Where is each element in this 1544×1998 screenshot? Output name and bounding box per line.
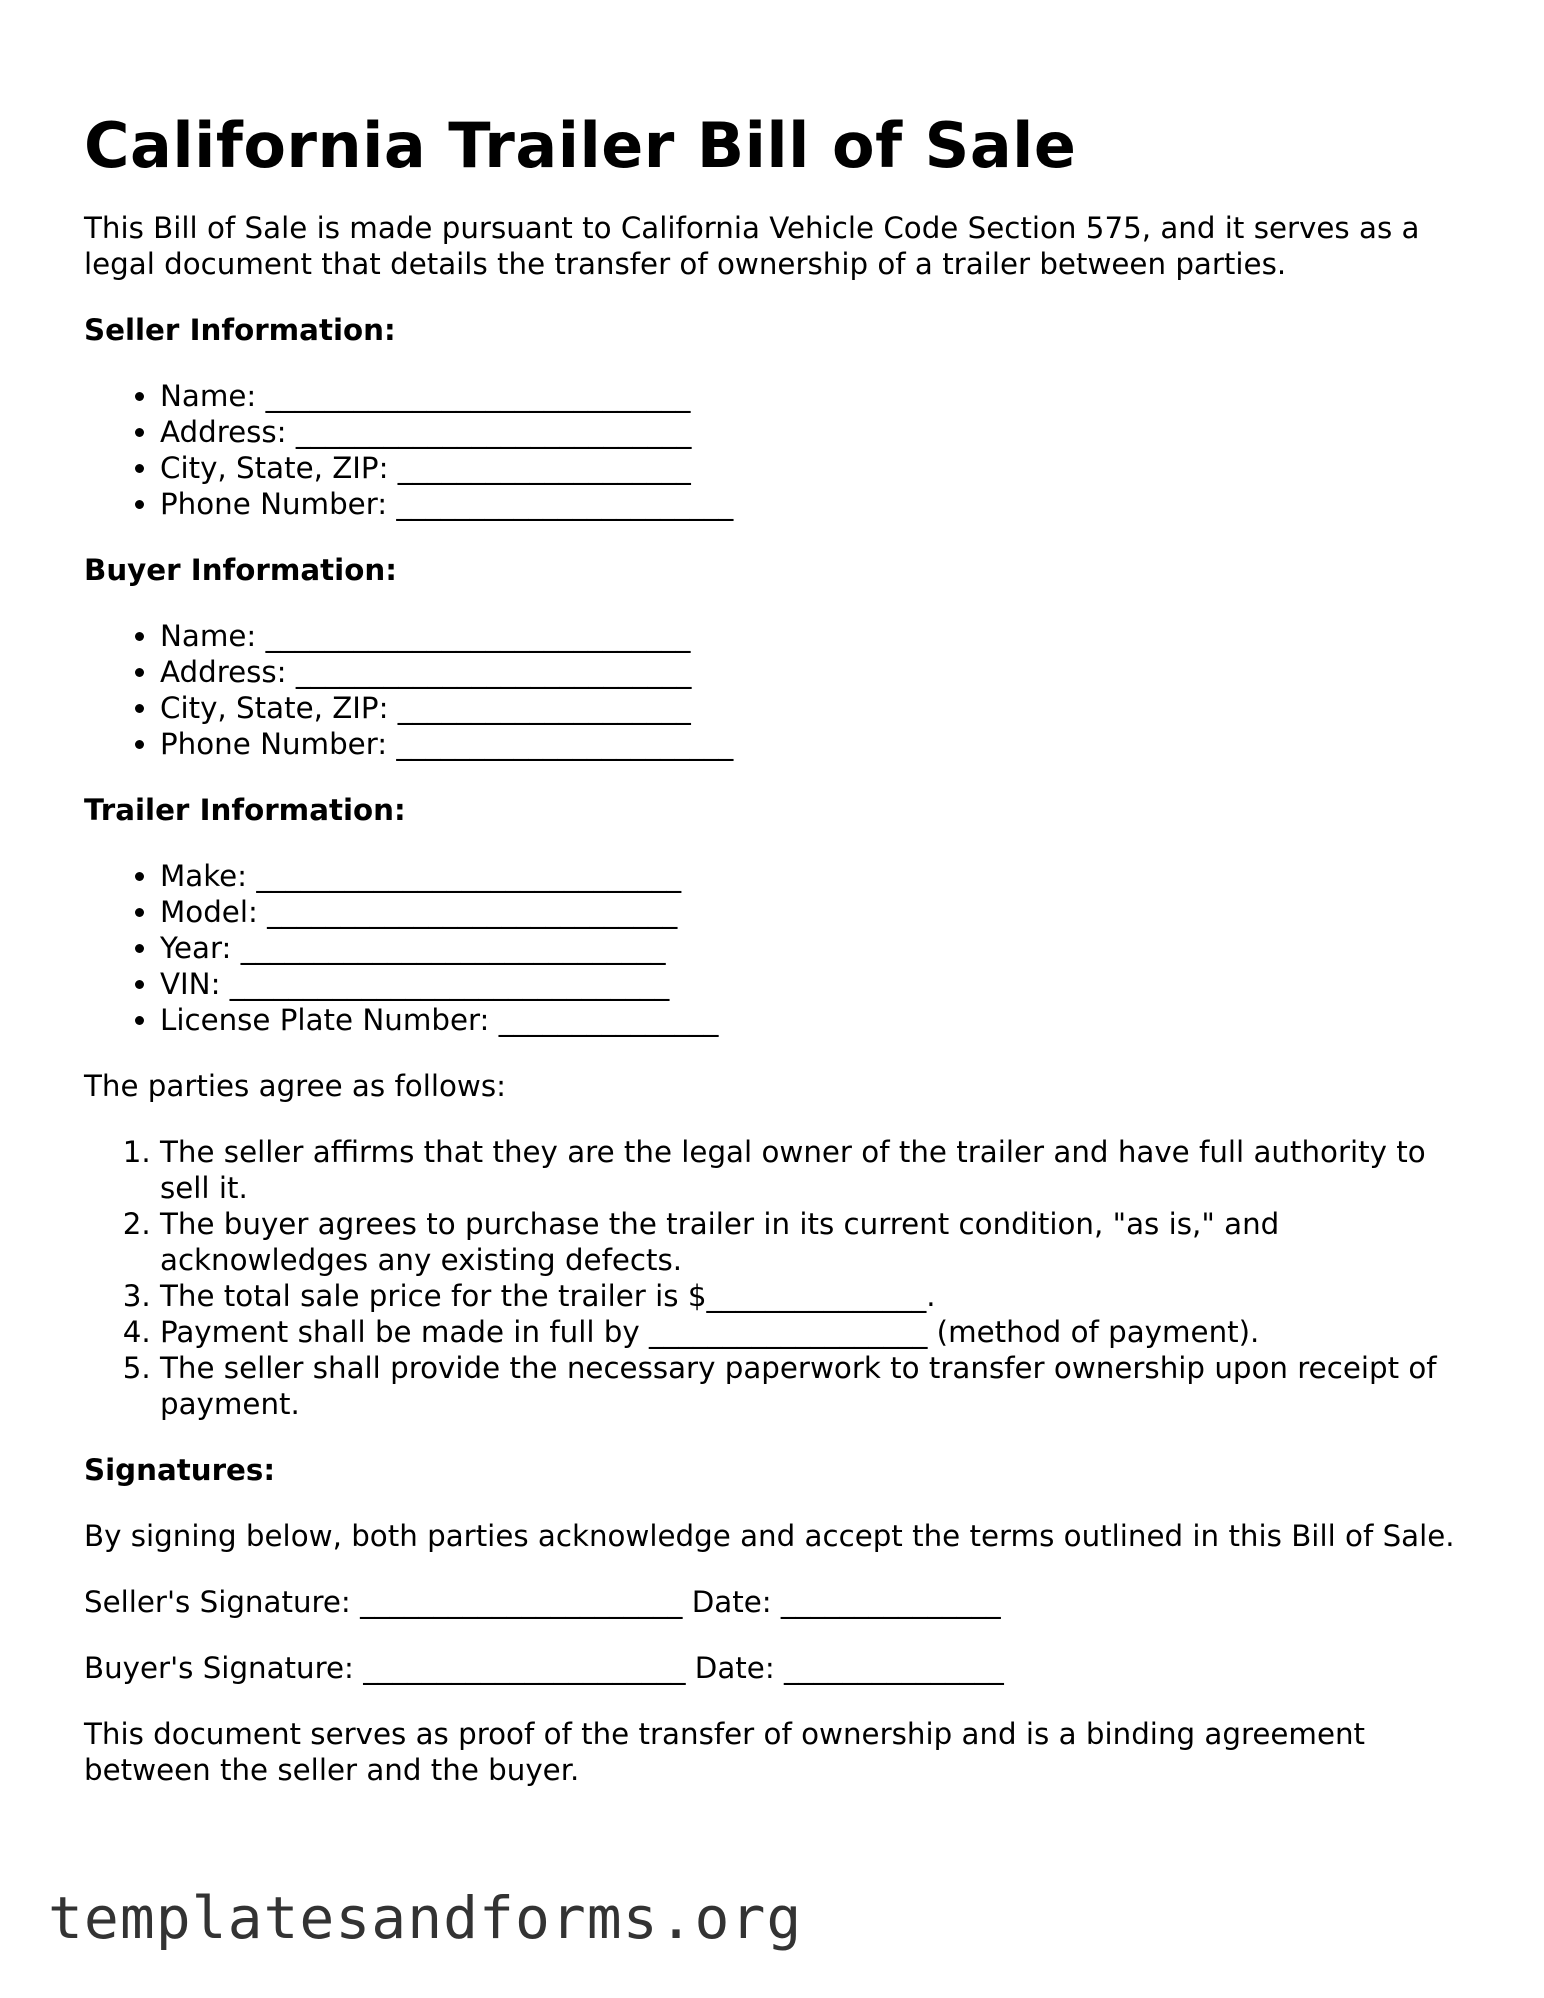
seller-city-state-zip-field: • City, State, ZIP: ____________________ bbox=[160, 450, 1460, 486]
agreement-term: 4. Payment shall be made in full by ___________________ (method of payment). bbox=[160, 1314, 1460, 1350]
agreement-term: 5. The seller shall provide the necessary paperwork to transfer ownership upon receipt of payment. bbox=[160, 1350, 1460, 1422]
closing-paragraph: This document serves as proof of the transfer of ownership and is a binding agreement between the seller and the buyer. bbox=[84, 1717, 1366, 1787]
seller-fields-list bbox=[84, 378, 1460, 522]
buyer-address-field: • Address: ___________________________ bbox=[160, 654, 1460, 690]
seller-signature-line: Seller's Signature: ______________________ Date: _______________ bbox=[84, 1585, 1001, 1619]
document-page bbox=[84, 98, 1460, 1818]
buyer-signature-line: Buyer's Signature: ______________________ Date: _______________ bbox=[84, 1651, 1004, 1685]
seller-name-field: • Name: _____________________________ bbox=[160, 378, 1460, 414]
buyer-name-field: • Name: _____________________________ bbox=[160, 618, 1460, 654]
seller-address-field: • Address: ___________________________ bbox=[160, 414, 1460, 450]
intro-paragraph: This Bill of Sale is made pursuant to California Vehicle Code Section 575, and it serves as a legal document that details the transfer of ownership of a trailer between parties. bbox=[84, 211, 1420, 281]
agreement-term: 1. The seller affirms that they are the legal owner of the trailer and have full authority to sell it. bbox=[160, 1134, 1460, 1206]
buyer-city-state-zip-field: • City, State, ZIP: ____________________ bbox=[160, 690, 1460, 726]
trailer-fields-list bbox=[84, 858, 1460, 1038]
trailer-heading: Trailer Information: bbox=[84, 793, 406, 827]
agreement-term: 3. The total sale price for the trailer is $_______________. bbox=[160, 1278, 1460, 1314]
signatures-heading: Signatures: bbox=[84, 1453, 276, 1487]
agreement-terms-list bbox=[84, 1134, 1460, 1422]
signatures-lead: By signing below, both parties acknowledge and accept the terms outlined in this Bill of Sale. bbox=[84, 1519, 1455, 1553]
trailer-model-field: • Model: ____________________________ bbox=[160, 894, 1460, 930]
buyer-heading: Buyer Information: bbox=[84, 553, 397, 587]
watermark-logo: templatesandforms.org bbox=[48, 1884, 803, 1952]
seller-heading: Seller Information: bbox=[84, 313, 396, 347]
document-title: California Trailer Bill of Sale bbox=[84, 109, 1077, 182]
trailer-year-field: • Year: _____________________________ bbox=[160, 930, 1460, 966]
agreement-lead: The parties agree as follows: bbox=[84, 1069, 507, 1103]
agreement-term: 2. The buyer agrees to purchase the trailer in its current condition, "as is," and acknowledges any existing defects. bbox=[160, 1206, 1460, 1278]
trailer-vin-field: • VIN: ______________________________ bbox=[160, 966, 1460, 1002]
buyer-phone-field: • Phone Number: _______________________ bbox=[160, 726, 1460, 762]
buyer-fields-list bbox=[84, 618, 1460, 762]
seller-phone-field: • Phone Number: _______________________ bbox=[160, 486, 1460, 522]
trailer-make-field: • Make: _____________________________ bbox=[160, 858, 1460, 894]
trailer-license-plate-field: • License Plate Number: _______________ bbox=[160, 1002, 1460, 1038]
